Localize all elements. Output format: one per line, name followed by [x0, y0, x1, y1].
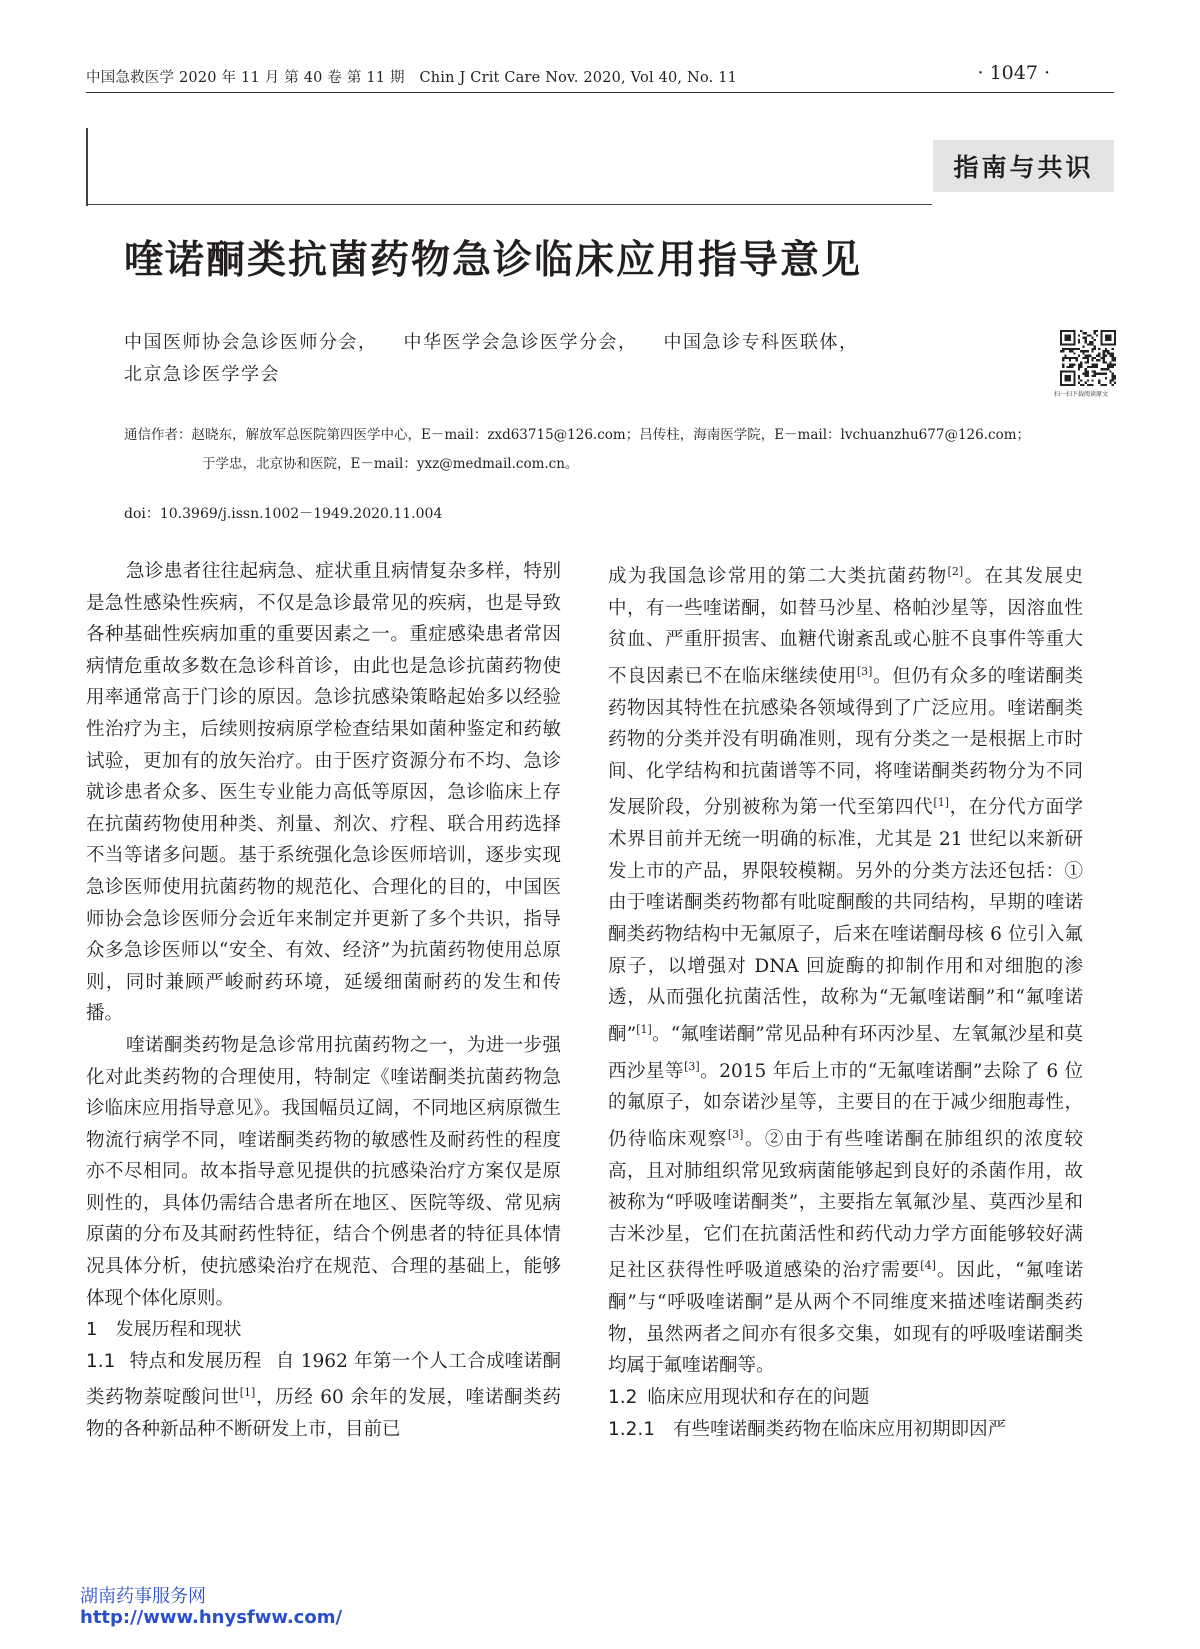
paragraph-history-text-b: ，历经 60 余年的发展，喹诺酮类药物的各种新品种不断研发上市，目前已: [86, 1387, 561, 1441]
paragraph-classification: [608, 556, 1083, 1382]
subsection-heading-1-2-1: [608, 1414, 1083, 1446]
paragraph-text-segment: 成为我国急诊常用的第二大类抗菌药物: [608, 566, 948, 588]
author-institution: 中国医师协会急诊医师分会，: [124, 332, 378, 353]
author-line-1: [124, 327, 885, 359]
paragraph-text-segment: ，在分代方面学术界目前并无统一明确的标准，尤其是 21 世纪以来新研发上市的产品，界限较模糊。另外的分类方法还包括：①由于喹诺酮类药物都有吡啶酮酸的共同结构，早期的喹诺酮类药物结构中无氟原子，后来在喹诺酮母核 6 位引入氟原子，以增强对 DNA 回旋酶的抑制作用和对细胞的渗透，从而强化抗菌活性，故称为“无氟喹诺酮”和“氟喹诺酮”: [608, 797, 1083, 1045]
citation-ref: [1]: [239, 1386, 256, 1400]
paragraph-history-text-a: 自 1962 年第一个人工合成喹诺酮类药物萘啶酸问世: [86, 1350, 561, 1409]
qr-code-icon[interactable]: [1060, 330, 1116, 386]
corresponding-authors: [124, 421, 1124, 479]
paragraph-intro: 急诊患者往往起病急、症状重且病情复杂多样，特别是急性感染性疾病，不仅是急诊最常见的疾病，也是导致各种基础性疾病加重的重要因素之一。重症感染患者常因病情危重故多数在急诊科首诊，由此也是急诊抗菌药物使用率通常高于门诊的原因。急诊抗感染策略起始多以经验性治疗为主，后续则按病原学检查结果如菌种鉴定和药敏试验，更加有的放矢治疗。由于医疗资源分布不均、急诊就诊患者众多、医生专业能力高低等原因，急诊临床上存在抗菌药物使用种类、剂量、剂次、疗程、联合用药选择不当等诸多问题。基于系统强化急诊医师培训，逐步实现急诊医师使用抗菌药物的规范化、合理化的目的，中国医师协会急诊医师分会近年来制定并更新了多个共识，指导众多急诊医师以“安全、有效、经济”为抗菌药物使用总原则，同时兼顾严峻耐药环境，延缓细菌耐药的发生和传播。: [86, 561, 561, 1025]
corresponding-line-1: 通信作者：赵晓东，解放军总医院第四医学中心，E－mail：zxd63715@126.com；吕传柱，海南医学院，E－mail：lvchuanzhu677@126.com；: [124, 427, 1030, 443]
subsection-title: 特点和发展历程: [129, 1350, 262, 1372]
article-title: 喹诺酮类抗菌药物急诊临床应用指导意见: [124, 238, 863, 283]
citation-ref: [1]: [933, 796, 949, 810]
citation-ref: [3]: [727, 1127, 744, 1141]
author-line-2: 北京急诊医学学会: [124, 364, 280, 385]
citation-ref: [3]: [684, 1059, 700, 1073]
section-tag: 指南与共识: [933, 140, 1114, 192]
paragraph-history: [86, 1346, 561, 1446]
page-number: · 1047 ·: [977, 62, 1050, 84]
journal-header: 中国急救医学 2020 年 11 月 第 40 卷 第 11 期 Chin J Crit Care Nov. 2020, Vol 40, No. 11: [86, 70, 738, 86]
paragraph-text-segment: 。2015 年后上市的“无氟喹诺酮”去除了 6 位的氟原子，如奈诺沙星等，主要目的在于减少细胞毒性，仍待临床观察: [608, 1060, 1083, 1151]
paragraph-text-segment: 。“氟喹诺酮”常见品种有环丙沙星、左氧氟沙星和莫西沙星等: [608, 1023, 1083, 1082]
footer-site-link[interactable]: http://www.hnysfww.com/: [80, 1607, 343, 1628]
doi: doi：10.3969/j.issn.1002－1949.2020.11.004: [124, 506, 443, 522]
right-column: [608, 556, 1083, 1445]
subsection-title: 临床应用现状和存在的问题: [647, 1386, 870, 1408]
left-column: [86, 556, 561, 1446]
citation-ref: [4]: [920, 1259, 936, 1273]
footer-site-name: 湖南药事服务网: [80, 1586, 206, 1607]
subsection-heading-1-2: [608, 1382, 1083, 1414]
title-frame-horizontal-rule: [86, 204, 932, 205]
subsection-number: 1.1: [86, 1350, 116, 1372]
citation-ref: [2]: [947, 565, 964, 578]
author-institution: 中国急诊专科医联体，: [663, 332, 859, 353]
subsection-number: 1.2: [608, 1386, 638, 1408]
citation-ref: [1]: [636, 1022, 652, 1036]
paragraph-purpose: 喹诺酮类药物是急诊常用抗菌药物之一，为进一步强化对此类药物的合理使用，特制定《喹诺酮类抗菌药物急诊临床应用指导意见》。我国幅员辽阔，不同地区病原微生物流行病学不同，喹诺酮类药物的敏感性及耐药性的程度亦不尽相同。故本指导意见提供的抗感染治疗方案仅是原则性的，具体仍需结合患者所在地区、医院等级、常见病原菌的分布及其耐药性特征，结合个例患者的特征具体情况具体分析，使抗感染治疗在规范、合理的基础上，能够体现个体化原则。: [86, 1034, 561, 1309]
paragraph-text-segment: 。但仍有众多的喹诺酮类药物因其特性在抗感染各领域得到了广泛应用。喹诺酮类药物的分类并没有明确准则，现有分类之一是根据上市时间、化学结构和抗菌谱等不同，将喹诺酮类药物分为不同发展阶段，分别被称为第一代至第四代: [608, 666, 1083, 819]
author-institution: 中华医学会急诊医学分会，: [403, 332, 638, 353]
subsection-text: 有些喹诺酮类药物在临床应用初期即因严: [673, 1418, 1007, 1440]
header-rule: [86, 92, 1114, 93]
paragraph-text-segment: 。②由于有些喹诺酮在肺组织的浓度较高，且对肺组织常见致病菌能够起到良好的杀菌作用，故被称为“呼吸喹诺酮类”，主要指左氧氟沙星、莫西沙星和吉米沙星，它们在抗菌活性和药代动力学方面能够较好满足社区获得性呼吸道感染的治疗需要: [608, 1129, 1083, 1282]
paragraph-text-segment: 。在其发展史中，有一些喹诺酮，如替马沙星、格帕沙星等，因溶血性贫血、严重肝损害、血糖代谢紊乱或心脏不良事件等重大不良因素已不在临床继续使用: [608, 566, 1083, 688]
author-block: [124, 327, 885, 391]
paragraph-text-segment: 。因此，“氟喹诺酮”与“呼吸喹诺酮”是从两个不同维度来描述喹诺酮类药物，虽然两者之间亦有很多交集，如现有的呼吸喹诺酮类均属于氟喹诺酮等。: [608, 1260, 1083, 1377]
subsection-number: 1.2.1: [608, 1418, 656, 1440]
section-heading-1: 1 发展历程和现状: [86, 1319, 242, 1341]
citation-ref: [3]: [856, 664, 873, 678]
corresponding-line-2: 于学忠，北京协和医院，E－mail：yxz@medmail.com.cn。: [202, 456, 579, 472]
title-frame-vertical-rule: [86, 128, 88, 206]
qr-caption: 扫一扫下载阅读原文: [1054, 391, 1109, 398]
